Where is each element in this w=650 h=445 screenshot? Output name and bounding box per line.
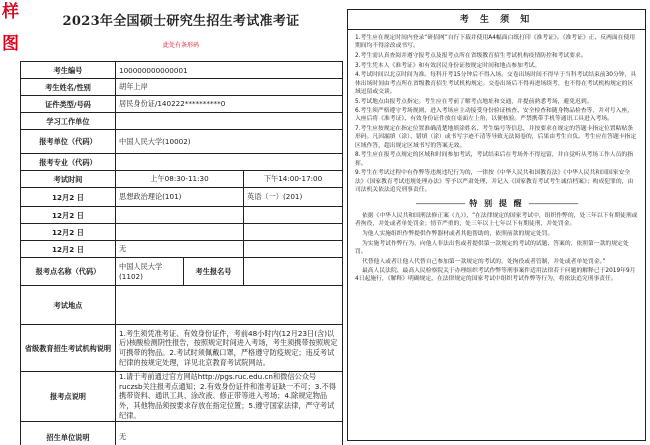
id-doc-value: 居民身份证/140222**********0 (116, 96, 343, 113)
sample-watermark-2: 图 (2, 34, 19, 54)
special-item: 为实施考试作弊行为，向他人非法出售或者提供第一款规定的考试的试题、答案的，依照第一款的规定处罚。 (355, 240, 629, 255)
school-note-value: 无 (116, 421, 343, 445)
afternoon-subject (244, 207, 343, 224)
table-row (21, 325, 343, 372)
sample-watermark-1: 样 (2, 2, 19, 22)
exam-notice-panel (347, 9, 646, 441)
notice-item: 5.考试地点由报考点指定。考生应在考前了解考点地址和交通，并提前熟悉考场，避免迟到。 (355, 98, 593, 105)
table-row (21, 372, 343, 422)
table-row (21, 79, 343, 96)
province-note-text: 1.考生须凭准考证、有效身份证件，考前48小时内(12月23日(含)以后)核酸检测阴性报告，按照规定时间进入考场，考生须携带按照规定可携带的物品。2.考试时须佩戴口罩，严格遵守防疫规定；违反考试纪律的按规定处理，详见北京教育考试院网站。 (116, 325, 343, 372)
exam-location-label: 考试地点 (21, 286, 116, 325)
exam-no-label: 考生编号 (21, 62, 116, 79)
work-unit-label: 学习工作单位 (21, 113, 116, 130)
work-unit-value (116, 113, 343, 130)
notice-item: 2.考生需认真查阅并遵守报考点及报考点所在省级教育招生考试机构疫情防控和考试要求。 (355, 52, 587, 59)
table-row (21, 154, 343, 171)
admission-ticket-front (20, 0, 342, 445)
notice-item: 9.考生在考试过程中有作弊等违规违纪行为的，一律按《中华人民共和国教育法》《中华人民共和国国家安全法》《国家教育考试违规处理办法》等予以严肃处理，并记入《国家教育考试考生诚信档案》；构成犯罪的，由司法机关依法追究刑事责任。 (355, 170, 634, 193)
table-row (21, 207, 343, 224)
morning-subject (116, 207, 244, 224)
table-row (21, 241, 343, 258)
notice-title: 考 生 须 知 (348, 10, 645, 30)
exam-location-value (116, 286, 343, 325)
table-row (21, 258, 343, 286)
session-date: 12月2 日 (21, 241, 116, 258)
page-title: 2023年全国硕士研究生招生考试准考证 (62, 14, 300, 29)
table-row (21, 130, 343, 154)
name-gender-value: 胡年上岸 (116, 79, 343, 96)
exam-no-value: 100000000000001 (116, 62, 343, 79)
barcode-placeholder: 此处有条形码 (162, 42, 199, 49)
notice-item: 3.考生凭本人《准考证》和有效居民身份证按规定时间和地点参加考试。 (355, 62, 541, 69)
special-reminder-title: 特 别 提 醒 (469, 198, 524, 208)
notice-item: 6.考生须严格遵守考场规则，进入考场应主动接受身份验证核查、安全检查和随身物品检查等，并对号入座，入座后将《准考证》、有效身份证件放在桌面左上角，以便核验。严禁携带手机等通讯工具进入考场。 (355, 108, 633, 123)
apply-unit-label: 报考单位（代码） (21, 130, 116, 154)
candidate-info-table (20, 61, 343, 445)
afternoon-subject (244, 224, 343, 241)
site-note-text: 1.请于考前通过官方网站http://pgs.ruc.edu.cn和微信公众号ruczsb关注报考点通知；2.有效身份证件和准考证缺一不可；3.不得携带资料、通讯工具、涂改液、修正带等进入考场；4.除规定物品外，其他物品须按要求存放在指定位置；5.遵守国家法律，严守考试纪律。 (116, 372, 343, 422)
notice-item: 1.考生应在规定时间内登录“研招网”自行下载并使用A4幅面白纸打印《准考证》。《准考证》正、反两面在使用期间均不得涂改或书写。 (355, 35, 636, 50)
special-item: 最高人民法院、最高人民检察院关于办理组织考试作弊等刑事案件适用法律若干问题的解释已于2019年9月4日起施行，《解释》明确规定，在法律规定的国家考试中组织考试作弊等行为，将依法追究刑事责任。 (355, 268, 636, 283)
table-row (21, 96, 343, 113)
table-row (21, 188, 343, 207)
apply-major-value (116, 154, 343, 171)
session-date: 12月2 日 (21, 207, 116, 224)
special-item: 为他人实施组织作弊提供作弊器材或者其他帮助的，依照前款的规定处罚。 (361, 230, 554, 237)
registration-no-value (244, 258, 343, 286)
table-row (21, 421, 343, 445)
special-reminder-heading: ——————— 特 别 提 醒 ——————— (415, 198, 578, 208)
session-date: 12月2 日 (21, 224, 116, 241)
table-row (21, 113, 343, 130)
session-date: 12月2 日 (21, 188, 116, 207)
site-note-label: 报考点说明 (21, 372, 116, 422)
notice-item: 8.考生应在报考点规定的区域和时间参加考试，考试结束后在考场外不得逗留，并自觉听从考场工作人员的指挥。 (355, 152, 633, 167)
apply-major-label: 报考专业（代码） (21, 154, 116, 171)
school-note-label: 招生单位说明 (21, 421, 116, 445)
morning-session-time: 上午08:30-11:30 (116, 171, 244, 188)
morning-subject (116, 224, 244, 241)
morning-subject: 无 (116, 241, 244, 258)
afternoon-subject: 英语（一）(201) (244, 188, 343, 207)
notice-item: 4.考试时间以北京时间为准。每科开考15分钟后不得入场。交卷出场时间不得早于当科考试结束前30分钟，具体出场时间由考点所在省级教育招生考试机构规定。交卷出场后不得再进场续考，也不得在考试机构规定的区域逗留或交谈。 (355, 72, 637, 95)
exam-site-label: 报考点名称（代码） (21, 258, 116, 286)
id-doc-label: 证件类型/号码 (21, 96, 116, 113)
registration-no-label: 考生报名号 (184, 258, 244, 286)
exam-time-label: 考试时间 (21, 171, 116, 188)
notice-body (348, 30, 645, 284)
notice-item: 7.考生应按规定在指定位置准确清楚地填涂姓名、考生编号等信息，并按要求在规定的答题卡指定位置粘贴条形码。凡因漏填（涂）、错填（涂）或书写字迹不清等导致无法阅卷的，后果由考生自负。考生应在答题卡指定区域作答，超出规定区域书写的答案无效。 (355, 126, 637, 149)
afternoon-session-time: 下午14:00-17:00 (244, 171, 343, 188)
table-row (21, 224, 343, 241)
apply-unit-value: 中国人民大学(10002) (116, 130, 343, 154)
afternoon-subject (244, 241, 343, 258)
exam-site-value: 中国人民大学(1102) (116, 258, 184, 286)
name-gender-label: 考生姓名/性别 (21, 79, 116, 96)
table-row (21, 286, 343, 325)
table-row (21, 62, 343, 79)
special-item: 代替他人或者让他人代替自己参加第一款规定的考试的，处拘役或者管制，并处或者单处罚金。” (361, 258, 606, 265)
table-row (21, 171, 343, 188)
special-item: 依据《中华人民共和国刑法修正案（九）》，“在法律规定的国家考试中，组织作弊的，处三年以下有期徒刑或者拘役，并处或者单处罚金；情节严重的，处三年以上七年以下有期徒刑，并处罚金。 (355, 212, 638, 228)
province-note-label: 省级教育招生考试机构说明 (21, 325, 116, 372)
morning-subject: 思想政治理论(101) (116, 188, 244, 207)
